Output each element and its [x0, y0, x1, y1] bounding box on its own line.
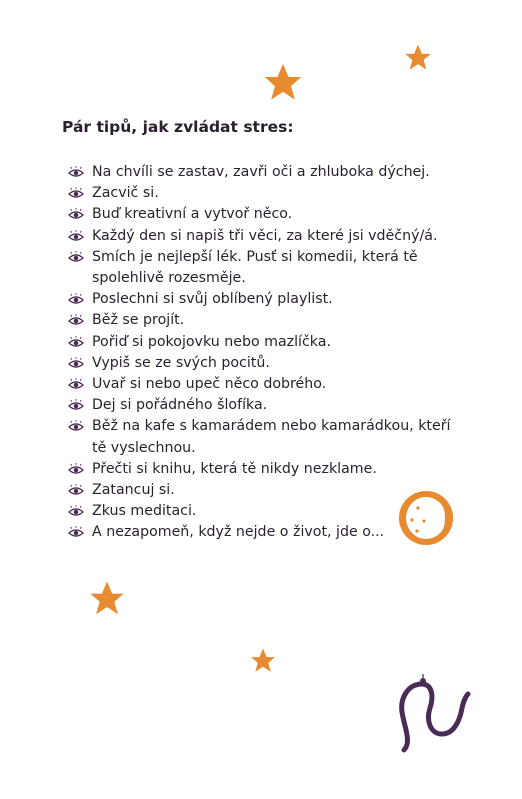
eye-icon: [66, 463, 86, 477]
page-title: Pár tipů, jak zvládat stres:: [62, 118, 294, 136]
eye-icon: [66, 484, 86, 498]
star-icon: [260, 60, 306, 106]
tip-text: Uvař si nebo upeč něco dobrého.: [92, 376, 327, 393]
eye-icon: [66, 378, 86, 392]
tip-text: Zatancuj si.: [92, 482, 175, 499]
tip-text: Běž na kafe s kamarádem nebo kamarádkou, kteří tě vyslechnou.: [92, 418, 451, 456]
tip-text: Poslechni si svůj oblíbený playlist.: [92, 291, 333, 308]
star-icon: [248, 646, 278, 676]
list-item: [66, 416, 466, 458]
list-item: [66, 310, 466, 331]
tip-text: Zkus meditaci.: [92, 503, 197, 520]
list-item: [66, 162, 466, 183]
star-icon: [86, 578, 128, 620]
eye-icon: [66, 420, 86, 434]
tip-text: Buď kreativní a vytvoř něco.: [92, 206, 293, 223]
tip-text: Na chvíli se zastav, zavři oči a zhluboka dýchej.: [92, 164, 430, 180]
tip-text: Přečti si knihu, která tě nikdy nezklame.: [92, 460, 377, 477]
list-item: [66, 395, 466, 416]
list-item: [66, 183, 466, 204]
tip-text: Každý den si napiš tři věci, za které jsi vděčný/á.: [92, 227, 438, 244]
eye-icon: [66, 314, 86, 328]
eye-icon: [66, 357, 86, 371]
list-item: [66, 332, 466, 353]
list-item: [66, 353, 466, 374]
tips-list: [66, 162, 466, 544]
tip-text: Smích je nejlepší lék. Pusť si komedii, která tě spolehlivě rozesměje.: [92, 248, 418, 287]
list-item: [66, 204, 466, 225]
eye-icon: [66, 336, 86, 350]
tip-text: Pořiď si pokojovku nebo mazlíčka.: [92, 333, 331, 350]
tip-text: Běž se projít.: [92, 312, 185, 329]
eye-icon: [66, 505, 86, 519]
eye-icon: [66, 187, 86, 201]
moon-icon: [396, 488, 456, 548]
list-item: [66, 247, 466, 289]
tip-text: Dej si pořádného šlofíka.: [92, 397, 268, 414]
list-item: [66, 459, 466, 480]
tip-text: Vypiš se ze svých pocitů.: [92, 354, 270, 371]
tip-text: A nezapomeň, když nejde o život, jde o...: [92, 524, 385, 541]
eye-icon: [66, 251, 86, 265]
list-item: [66, 374, 466, 395]
eye-icon: [66, 208, 86, 222]
eye-icon: [66, 230, 86, 244]
eye-icon: [66, 399, 86, 413]
snake-icon: [390, 672, 474, 756]
star-icon: [402, 42, 434, 74]
eye-icon: [66, 166, 86, 180]
tip-text: Zacvič si.: [92, 185, 159, 202]
list-item: [66, 226, 466, 247]
eye-icon: [66, 293, 86, 307]
list-item: [66, 289, 466, 310]
eye-icon: [66, 526, 86, 540]
